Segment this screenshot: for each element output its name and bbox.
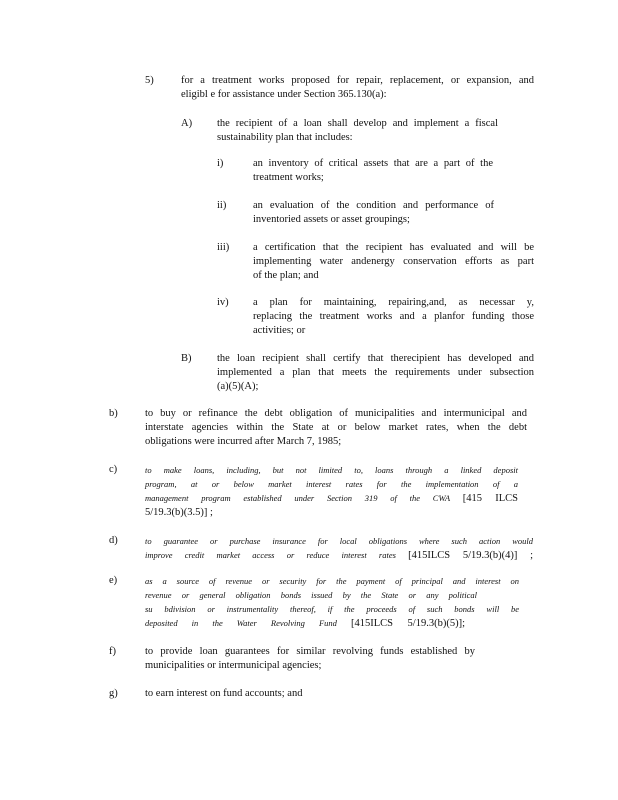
item-text-fragment: improve credit market access or reduce interest rates [145,550,396,560]
citation: [415ILCS 5/19.3(b)(4)] ; [408,550,533,561]
item-text-fragment: deposited in the Water Revolving Fund [145,618,337,628]
item-label: iv) [217,297,229,308]
item-text-line: treatment works; [253,172,324,183]
item-label: A) [181,118,193,129]
citation: [415ILCS 5/19.3(b)(5)]; [350,618,465,629]
item-label: 5) [145,75,154,86]
item-text-line [145,491,518,506]
item-text-fragment: management program established under Section 319 of the CWA [145,493,450,503]
item-text-line: of the plan; and [253,270,319,281]
item-text-line: revenue or general obligation bonds issued by the State or any political [145,590,477,600]
citation: 5/19.3(b)(3.5)] ; [145,507,213,518]
item-text-line: inventoried assets or asset groupings; [253,214,410,225]
item-label: b) [109,408,118,419]
item-text-line: for a treatment works proposed for repair, replacement, or expansion, and [181,75,534,86]
item-text-line: a plan for maintaining, repairing,and, as necessar y, [253,297,534,308]
item-text-line: a certification that the recipient has evaluated and will be [253,242,534,253]
item-text-line: to provide loan guarantees for similar revolving funds established by [145,646,475,657]
item-label: d) [109,535,118,546]
item-text-line: an evaluation of the condition and performance of [253,200,494,211]
item-text-line: the loan recipient shall certify that therecipient has developed and [217,353,534,364]
item-text-line [145,616,465,631]
item-label: iii) [217,242,230,253]
item-label: f) [109,646,116,657]
item-text-line: interstate agencies within the State at or below market rates, when the debt [145,422,527,433]
item-text-line: obligations were incurred after March 7, 1985; [145,436,342,447]
item-text-line [145,548,533,563]
citation: [415 ILCS [462,493,519,504]
item-text-line: activities; or [253,325,306,336]
item-text-line: implemented a plan that meets the requirements under subsection [217,367,534,378]
item-text-line: implementing water andenergy conservation efforts as part [253,256,534,267]
item-text-line: program, at or below market interest rates for the implementation of a [145,479,518,489]
item-text-line: replacing the treatment works and a planfor funding those [253,311,534,322]
item-label: i) [217,158,224,169]
item-text-line: to guarantee or purchase insurance for local obligations where such action would [145,536,533,546]
item-text-line: eligibl e for assistance under Section 365.130(a): [181,89,387,100]
item-label: c) [109,464,118,475]
item-text-line: su bdivision or instrumentality thereof, if the proceeds of such bonds will be [145,604,519,614]
item-label: B) [181,353,192,364]
item-text-line: sustainability plan that includes: [217,132,353,143]
item-text-line: municipalities or intermunicipal agencies; [145,660,322,671]
item-text-line: an inventory of critical assets that are a part of the [253,158,493,169]
item-text-line: to make loans, including, but not limited to, loans through a linked deposit [145,465,518,475]
item-label: e) [109,575,118,586]
item-text-line: to earn interest on fund accounts; and [145,688,303,699]
item-label: g) [109,688,118,699]
item-text-line: (a)(5)(A); [217,381,259,392]
item-label: ii) [217,200,227,211]
item-text-line: the recipient of a loan shall develop and implement a fiscal [217,118,498,129]
item-text-line: as a source of revenue or security for the payment of principal and interest on [145,576,519,586]
item-text-line: to buy or refinance the debt obligation of municipalities and intermunicipal and [145,408,527,419]
